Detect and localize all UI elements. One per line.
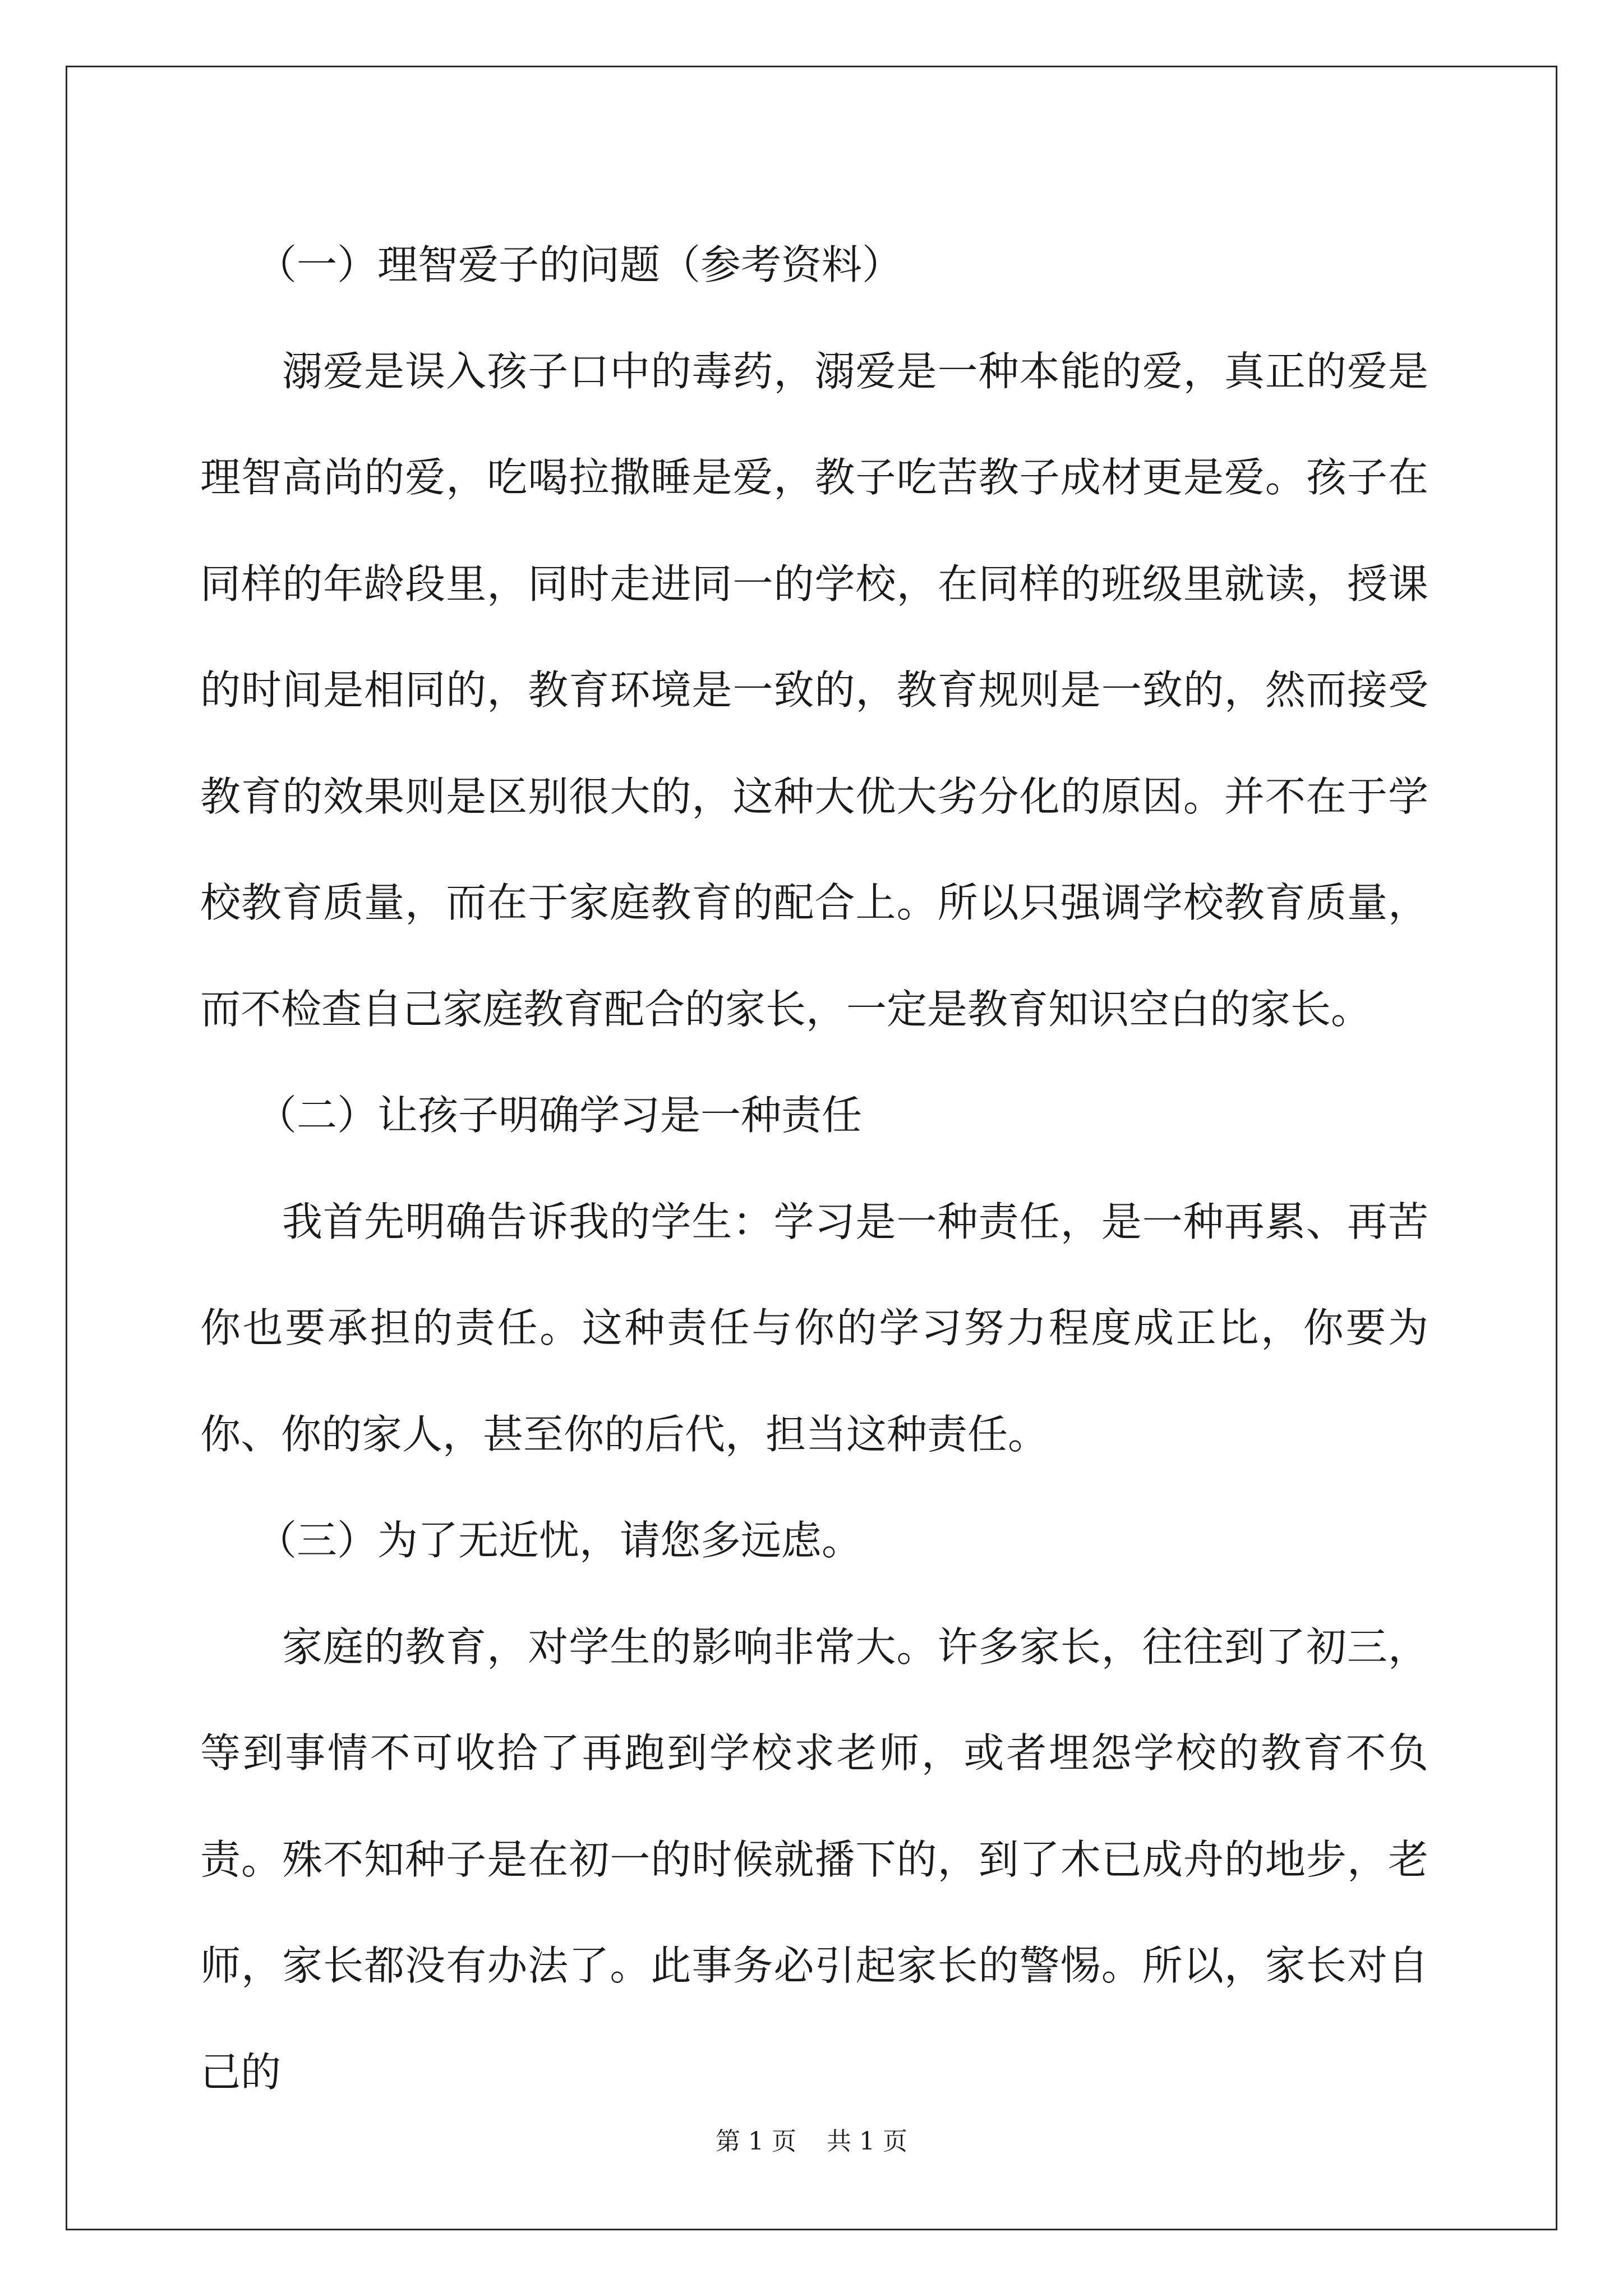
body-paragraph-1: 溺爱是误入孩子口中的毒药，溺爱是一种本能的爱，真正的爱是理智高尚的爱，吃喝拉撒睡是爱，教子吃苦教子成材更是爱。孩子在同样的年龄段里，同时走进同一的学校，在同样的班级里就读，授课的时间是相同的，教育环境是一致的，教育规则是一致的，然而接受教育的效果则是区别很大的，这种大优大劣分化的原因。并不在于学校教育质量，而在于家庭教育的配合上。所以只强调学校教育质量，而不检查自己家庭教育配合的家长，一定是教育知识空白的家长。 [200,347,1428,1033]
body-paragraph-3: 家庭的教育，对学生的影响非常大。许多家长，往往到了初三，等到事情不可收拾了再跑到学校求老师，或者埋怨学校的教育不负责。殊不知种子是在初一的时候就播下的，到了木已成舟的地步，老师，家长都没有办法了。此事务必引起家长的警惕。所以，家长对自己的 [200,1623,1428,2096]
section-heading-2: （二）让孩子明确学习是一种责任 [256,1092,863,1139]
page-footer [0,2125,1623,2159]
page-number-current: 第 1 页 [716,2127,796,2156]
page-number-total: 共 1 页 [827,2127,907,2156]
body-paragraph-2: 我首先明确告诉我的学生：学习是一种责任，是一种再累、再苦你也要承担的责任。这种责任与你的学习努力程度成正比，你要为你、你的家人，甚至你的后代，担当这种责任。 [200,1198,1428,1458]
section-heading-1: （一）理智爱子的问题（参考资料） [256,241,903,288]
document-body [200,212,1428,2125]
section-heading-3: （三）为了无近忧，请您多远虑。 [256,1517,863,1564]
